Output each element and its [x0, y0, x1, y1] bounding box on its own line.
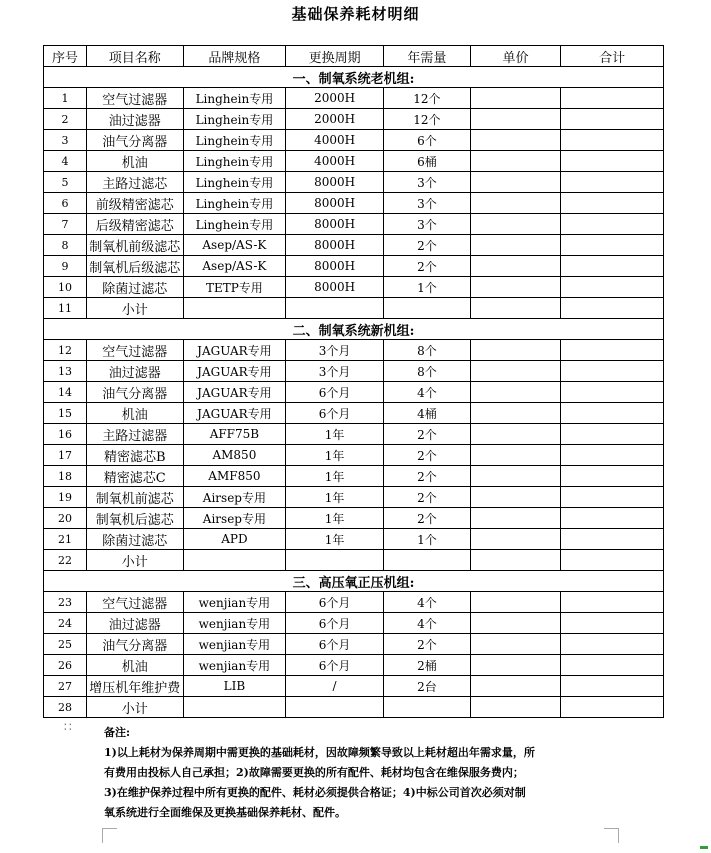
cell-price — [470, 697, 560, 718]
cell-brand: Linghein专用 — [183, 193, 286, 214]
cell-name: 油过滤器 — [87, 613, 184, 634]
cell-total — [561, 256, 664, 277]
cell-brand: LIB — [183, 676, 286, 697]
cell-brand: Airsep专用 — [183, 508, 286, 529]
cell-name: 油过滤器 — [87, 361, 184, 382]
cell-no: 27 — [44, 676, 87, 697]
notes-line: 3)在维护保养过程中所有更换的配件、耗材必须提供合格证；4)中标公司首次必须对制 — [104, 786, 526, 799]
table-row — [44, 676, 664, 697]
cell-qty: 2个 — [383, 424, 470, 445]
cell-brand: wenjian专用 — [183, 592, 286, 613]
cell-total — [561, 151, 664, 172]
cell-qty — [383, 697, 470, 718]
cell-brand: Linghein专用 — [183, 130, 286, 151]
table-row — [44, 193, 664, 214]
cell-period: 6个月 — [286, 403, 384, 424]
section-header-row — [44, 319, 664, 340]
cell-name: 空气过滤器 — [87, 340, 184, 361]
cell-total — [561, 214, 664, 235]
cell-brand: Linghein专用 — [183, 88, 286, 109]
cell-price — [470, 487, 560, 508]
cell-price — [470, 466, 560, 487]
cell-price — [470, 655, 560, 676]
cell-brand: Asep/AS-K — [183, 256, 286, 277]
cell-price — [470, 676, 560, 697]
table-row — [44, 403, 664, 424]
cell-period: 2000H — [286, 88, 384, 109]
table-row — [44, 340, 664, 361]
cell-name: 小计 — [87, 550, 184, 571]
table-row — [44, 214, 664, 235]
header-price: 单价 — [470, 46, 560, 67]
cell-period: 1年 — [286, 445, 384, 466]
cell-no: 5 — [44, 172, 87, 193]
table-row — [44, 487, 664, 508]
cell-no: 25 — [44, 634, 87, 655]
notes — [104, 723, 609, 823]
table-row — [44, 88, 664, 109]
cell-no: 3 — [44, 130, 87, 151]
table-row — [44, 109, 664, 130]
cell-price — [470, 151, 560, 172]
cell-price — [470, 361, 560, 382]
cell-brand: wenjian专用 — [183, 655, 286, 676]
header-name: 项目名称 — [87, 46, 184, 67]
table-row — [44, 655, 664, 676]
cell-price — [470, 508, 560, 529]
cell-total — [561, 172, 664, 193]
cell-name: 制氧机后滤芯 — [87, 508, 184, 529]
cell-price — [470, 109, 560, 130]
cell-period: 8000H — [286, 256, 384, 277]
cell-no: 2 — [44, 109, 87, 130]
cell-name: 后级精密滤芯 — [87, 214, 184, 235]
cell-period: / — [286, 676, 384, 697]
cell-brand — [183, 697, 286, 718]
cell-brand: APD — [183, 529, 286, 550]
cell-qty: 4个 — [383, 592, 470, 613]
cell-price — [470, 277, 560, 298]
status-mark — [700, 846, 708, 849]
cell-brand: wenjian专用 — [183, 634, 286, 655]
cell-no: 16 — [44, 424, 87, 445]
cell-no: 11 — [44, 298, 87, 319]
move-handle-icon[interactable]: ∷ — [64, 720, 72, 734]
notes-line: 氧系统进行全面维保及更换基础保养耗材、配件。 — [104, 806, 346, 819]
table-row — [44, 613, 664, 634]
cell-price — [470, 256, 560, 277]
cell-price — [470, 592, 560, 613]
cell-brand: TETP专用 — [183, 277, 286, 298]
cell-price — [470, 613, 560, 634]
cell-period: 8000H — [286, 214, 384, 235]
cell-total — [561, 424, 664, 445]
cell-qty: 2个 — [383, 487, 470, 508]
cell-name: 除菌过滤芯 — [87, 529, 184, 550]
cell-qty: 2台 — [383, 676, 470, 697]
header-no: 序号 — [44, 46, 87, 67]
cell-brand: Asep/AS-K — [183, 235, 286, 256]
header-qty: 年需量 — [383, 46, 470, 67]
cell-period: 1年 — [286, 466, 384, 487]
cell-price — [470, 529, 560, 550]
cell-total — [561, 235, 664, 256]
cell-qty: 8个 — [383, 361, 470, 382]
cell-total — [561, 655, 664, 676]
cell-total — [561, 508, 664, 529]
cell-total — [561, 382, 664, 403]
notes-line: 有费用由投标人自己承担；2)故障需要更换的所有配件、耗材均包含在维保服务费内； — [104, 766, 524, 779]
table-row — [44, 550, 664, 571]
cell-no: 6 — [44, 193, 87, 214]
table-row — [44, 256, 664, 277]
cell-total — [561, 340, 664, 361]
cell-no: 15 — [44, 403, 87, 424]
cell-period — [286, 697, 384, 718]
cell-total — [561, 298, 664, 319]
cell-brand: AMF850 — [183, 466, 286, 487]
cell-period: 8000H — [286, 277, 384, 298]
cell-price — [470, 214, 560, 235]
cell-qty — [383, 550, 470, 571]
cell-name: 制氧机后级滤芯 — [87, 256, 184, 277]
cell-brand: AFF75B — [183, 424, 286, 445]
cell-qty: 6桶 — [383, 151, 470, 172]
cell-name: 主路过滤芯 — [87, 172, 184, 193]
cell-total — [561, 634, 664, 655]
cell-period: 8000H — [286, 172, 384, 193]
cell-total — [561, 592, 664, 613]
cell-total — [561, 550, 664, 571]
cell-name: 机油 — [87, 151, 184, 172]
cell-price — [470, 88, 560, 109]
header-row — [44, 46, 664, 67]
table-row — [44, 466, 664, 487]
header-brand: 品牌规格 — [183, 46, 286, 67]
cell-name: 主路过滤器 — [87, 424, 184, 445]
cell-price — [470, 403, 560, 424]
table-row — [44, 508, 664, 529]
cell-period: 2000H — [286, 109, 384, 130]
cell-brand: Linghein专用 — [183, 151, 286, 172]
cell-name: 油气分离器 — [87, 382, 184, 403]
cell-period: 3个月 — [286, 361, 384, 382]
cell-name: 制氧机前滤芯 — [87, 487, 184, 508]
cell-price — [470, 445, 560, 466]
cell-price — [470, 235, 560, 256]
cell-qty: 8个 — [383, 340, 470, 361]
table-row — [44, 382, 664, 403]
section-heading: 三、高压氧正压机组: — [44, 571, 664, 592]
header-period: 更换周期 — [286, 46, 384, 67]
cell-no: 21 — [44, 529, 87, 550]
section-heading: 二、制氧系统新机组: — [44, 319, 664, 340]
cell-qty: 6个 — [383, 130, 470, 151]
cell-total — [561, 529, 664, 550]
cell-brand — [183, 298, 286, 319]
table-row — [44, 130, 664, 151]
cell-qty: 3个 — [383, 193, 470, 214]
cell-name: 前级精密滤芯 — [87, 193, 184, 214]
cell-period: 1年 — [286, 508, 384, 529]
cell-brand: JAGUAR专用 — [183, 403, 286, 424]
cell-period: 4000H — [286, 151, 384, 172]
cell-no: 18 — [44, 466, 87, 487]
cell-price — [470, 172, 560, 193]
table-row — [44, 424, 664, 445]
cell-period — [286, 550, 384, 571]
cell-total — [561, 130, 664, 151]
cell-no: 26 — [44, 655, 87, 676]
cell-name: 机油 — [87, 403, 184, 424]
cell-no: 8 — [44, 235, 87, 256]
cell-qty: 1个 — [383, 277, 470, 298]
cell-qty: 12个 — [383, 109, 470, 130]
cell-qty: 2桶 — [383, 655, 470, 676]
cell-brand: Airsep专用 — [183, 487, 286, 508]
cell-qty: 3个 — [383, 172, 470, 193]
header-total: 合计 — [561, 46, 664, 67]
cell-no: 7 — [44, 214, 87, 235]
page-corner-marker — [604, 828, 619, 843]
cell-brand: JAGUAR专用 — [183, 340, 286, 361]
cell-qty: 2个 — [383, 445, 470, 466]
cell-no: 23 — [44, 592, 87, 613]
cell-no: 19 — [44, 487, 87, 508]
cell-no: 17 — [44, 445, 87, 466]
table-row — [44, 592, 664, 613]
table-row — [44, 277, 664, 298]
cell-price — [470, 634, 560, 655]
cell-brand: JAGUAR专用 — [183, 382, 286, 403]
cell-name: 机油 — [87, 655, 184, 676]
cell-no: 4 — [44, 151, 87, 172]
cell-no: 28 — [44, 697, 87, 718]
cell-period: 6个月 — [286, 592, 384, 613]
cell-price — [470, 382, 560, 403]
cell-name: 小计 — [87, 697, 184, 718]
cell-no: 13 — [44, 361, 87, 382]
cell-qty: 4桶 — [383, 403, 470, 424]
cell-qty: 4个 — [383, 382, 470, 403]
cell-price — [470, 130, 560, 151]
cell-total — [561, 88, 664, 109]
cell-no: 1 — [44, 88, 87, 109]
cell-period: 6个月 — [286, 613, 384, 634]
table-row — [44, 697, 664, 718]
cell-name: 空气过滤器 — [87, 592, 184, 613]
section-header-row — [44, 67, 664, 88]
cell-name: 油过滤器 — [87, 109, 184, 130]
cell-period: 6个月 — [286, 634, 384, 655]
cell-name: 油气分离器 — [87, 130, 184, 151]
cell-name: 除菌过滤芯 — [87, 277, 184, 298]
table-row — [44, 298, 664, 319]
cell-period: 8000H — [286, 235, 384, 256]
section-header-row — [44, 571, 664, 592]
cell-period: 1年 — [286, 424, 384, 445]
cell-period: 1年 — [286, 487, 384, 508]
cell-qty: 12个 — [383, 88, 470, 109]
cell-brand: Linghein专用 — [183, 109, 286, 130]
notes-label: 备注: — [104, 726, 131, 739]
cell-no: 12 — [44, 340, 87, 361]
table-row — [44, 634, 664, 655]
cell-qty: 2个 — [383, 466, 470, 487]
cell-total — [561, 109, 664, 130]
cell-brand — [183, 550, 286, 571]
cell-name: 制氧机前级滤芯 — [87, 235, 184, 256]
table-row — [44, 172, 664, 193]
cell-name: 油气分离器 — [87, 634, 184, 655]
cell-name: 小计 — [87, 298, 184, 319]
cell-qty: 3个 — [383, 214, 470, 235]
table-row — [44, 445, 664, 466]
cell-no: 10 — [44, 277, 87, 298]
cell-total — [561, 445, 664, 466]
cell-period: 6个月 — [286, 655, 384, 676]
cell-price — [470, 550, 560, 571]
cell-no: 9 — [44, 256, 87, 277]
cell-period: 1年 — [286, 529, 384, 550]
cell-brand: Linghein专用 — [183, 214, 286, 235]
cell-price — [470, 340, 560, 361]
cell-total — [561, 403, 664, 424]
cell-qty: 2个 — [383, 235, 470, 256]
cell-price — [470, 298, 560, 319]
cell-name: 增压机年维护费 — [87, 676, 184, 697]
cell-qty: 1个 — [383, 529, 470, 550]
cell-period: 4000H — [286, 130, 384, 151]
cell-brand: wenjian专用 — [183, 613, 286, 634]
cell-period: 6个月 — [286, 382, 384, 403]
cell-name: 精密滤芯B — [87, 445, 184, 466]
cell-total — [561, 193, 664, 214]
cell-total — [561, 697, 664, 718]
cell-total — [561, 487, 664, 508]
cell-total — [561, 277, 664, 298]
cell-period: 8000H — [286, 193, 384, 214]
notes-line: 1)以上耗材为保养周期中需更换的基础耗材，因故障频繁导致以上耗材超出年需求量，所 — [104, 746, 535, 759]
cell-qty: 2个 — [383, 508, 470, 529]
section-heading: 一、制氧系统老机组: — [44, 67, 664, 88]
cell-name: 空气过滤器 — [87, 88, 184, 109]
cell-qty: 2个 — [383, 634, 470, 655]
cell-total — [561, 613, 664, 634]
cell-no: 24 — [44, 613, 87, 634]
cell-total — [561, 361, 664, 382]
cell-brand: AM850 — [183, 445, 286, 466]
table-row — [44, 529, 664, 550]
cell-no: 14 — [44, 382, 87, 403]
consumables-table — [43, 45, 664, 718]
cell-brand: JAGUAR专用 — [183, 361, 286, 382]
cell-no: 22 — [44, 550, 87, 571]
page-corner-marker — [102, 828, 117, 843]
cell-name: 精密滤芯C — [87, 466, 184, 487]
cell-qty: 2个 — [383, 256, 470, 277]
cell-qty: 4个 — [383, 613, 470, 634]
cell-period — [286, 298, 384, 319]
cell-brand: Linghein专用 — [183, 172, 286, 193]
cell-price — [470, 424, 560, 445]
table-row — [44, 235, 664, 256]
cell-period: 3个月 — [286, 340, 384, 361]
cell-no: 20 — [44, 508, 87, 529]
cell-qty — [383, 298, 470, 319]
cell-total — [561, 466, 664, 487]
cell-total — [561, 676, 664, 697]
table-row — [44, 151, 664, 172]
cell-price — [470, 193, 560, 214]
page-title: 基础保养耗材明细 — [291, 5, 420, 23]
table-row — [44, 361, 664, 382]
